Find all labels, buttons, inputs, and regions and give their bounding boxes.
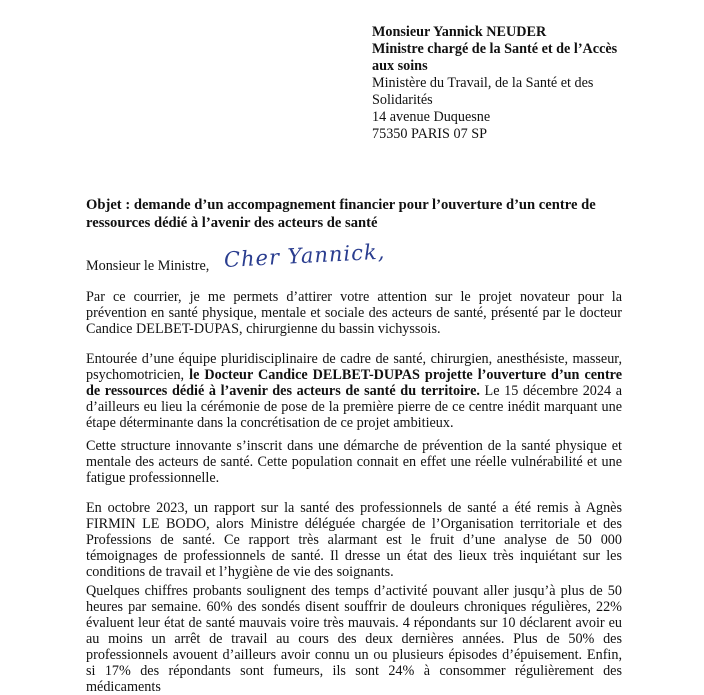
- recipient-name: Monsieur Yannick NEUDER: [372, 24, 547, 40]
- paragraph-project-end: Le 15 décembre 2024 a d’ailleurs eu lieu la cérémonie de pose de la première pierre de ce centre inédit marquant une étape déterminante dans la concrétisation de ce projet ambitieux.: [86, 383, 623, 431]
- paragraph-project: [86, 351, 622, 431]
- paragraph-structure: Cette structure innovante s’inscrit dans une démarche de prévention de la santé physique et mentale des acteurs de santé. Cette population connait en effet une réelle vulnérabilité et une fatigue professionnelle.: [86, 438, 622, 486]
- recipient-title-line2: aux soins: [372, 58, 428, 74]
- recipient-title-line1: Ministre chargé de la Santé et de l’Accès: [372, 41, 618, 57]
- recipient-address-block: [372, 24, 672, 143]
- paragraph-project-highlight: le Docteur Candice DELBET-DUPAS projette l’ouverture d’un centre de ressources dédié à l’avenir des acteurs de santé du territoire.: [86, 367, 623, 399]
- recipient-street: 14 avenue Duquesne: [372, 109, 491, 125]
- paragraph-report: En octobre 2023, un rapport sur la santé des professionnels de santé a été remis à Agnès FIRMIN LE BODO, alors Ministre déléguée chargée de l’Organisation territoriale et des Professions de santé. Ce rapport très alarmant est le fruit d’une analyse de 50 000 témoignages de professionnels de santé. Il dresse un état des lieux très inquiétant sur les conditions de travail et l’hygiène de vie des soignants.: [86, 500, 622, 580]
- paragraph-project-intro: Entourée d’une équipe pluridisciplinaire de cadre de santé, chirurgien, anesthésiste, masseur, psychomotricien,: [86, 351, 622, 383]
- recipient-city: 75350 PARIS 07 SP: [372, 126, 487, 142]
- paragraph-introduction: Par ce courrier, je me permets d’attirer votre attention sur le projet novateur pour la prévention en santé physique, mentale et sociale des acteurs de santé, présenté par le docteur Candice DELBET-DUPAS, chirurgienne du bassin vichyssois.: [86, 289, 622, 337]
- paragraph-figures: Quelques chiffres probants soulignent des temps d’activité pouvant aller jusqu’à plus de 50 heures par semaine. 60% des sondés disent souffrir de douleurs chroniques régulières, 22% évaluent leur état de santé mauvais voire très mauvais. 4 répondants sur 10 déclarent avoir eu au moins un arrêt de travail au cours des deux dernières années. Plus de 50% des professionnels avouent d’ailleurs avoir connu un ou plusieurs épisodes d’épuisement. Enfin, si 17% des répondants sont fumeurs, ils sont 24% à consommer régulièrement des médicaments: [86, 583, 622, 695]
- letter-object: Objet : demande d’un accompagnement financier pour l’ouverture d’un centre de ressources dédié à l’avenir des acteurs de santé: [86, 197, 596, 231]
- salutation: Monsieur le Ministre,: [86, 258, 210, 274]
- recipient-ministry-line2: Solidarités: [372, 92, 433, 108]
- handwritten-greeting: Cher Yannick,: [223, 239, 386, 272]
- recipient-ministry-line1: Ministère du Travail, de la Santé et des: [372, 75, 594, 91]
